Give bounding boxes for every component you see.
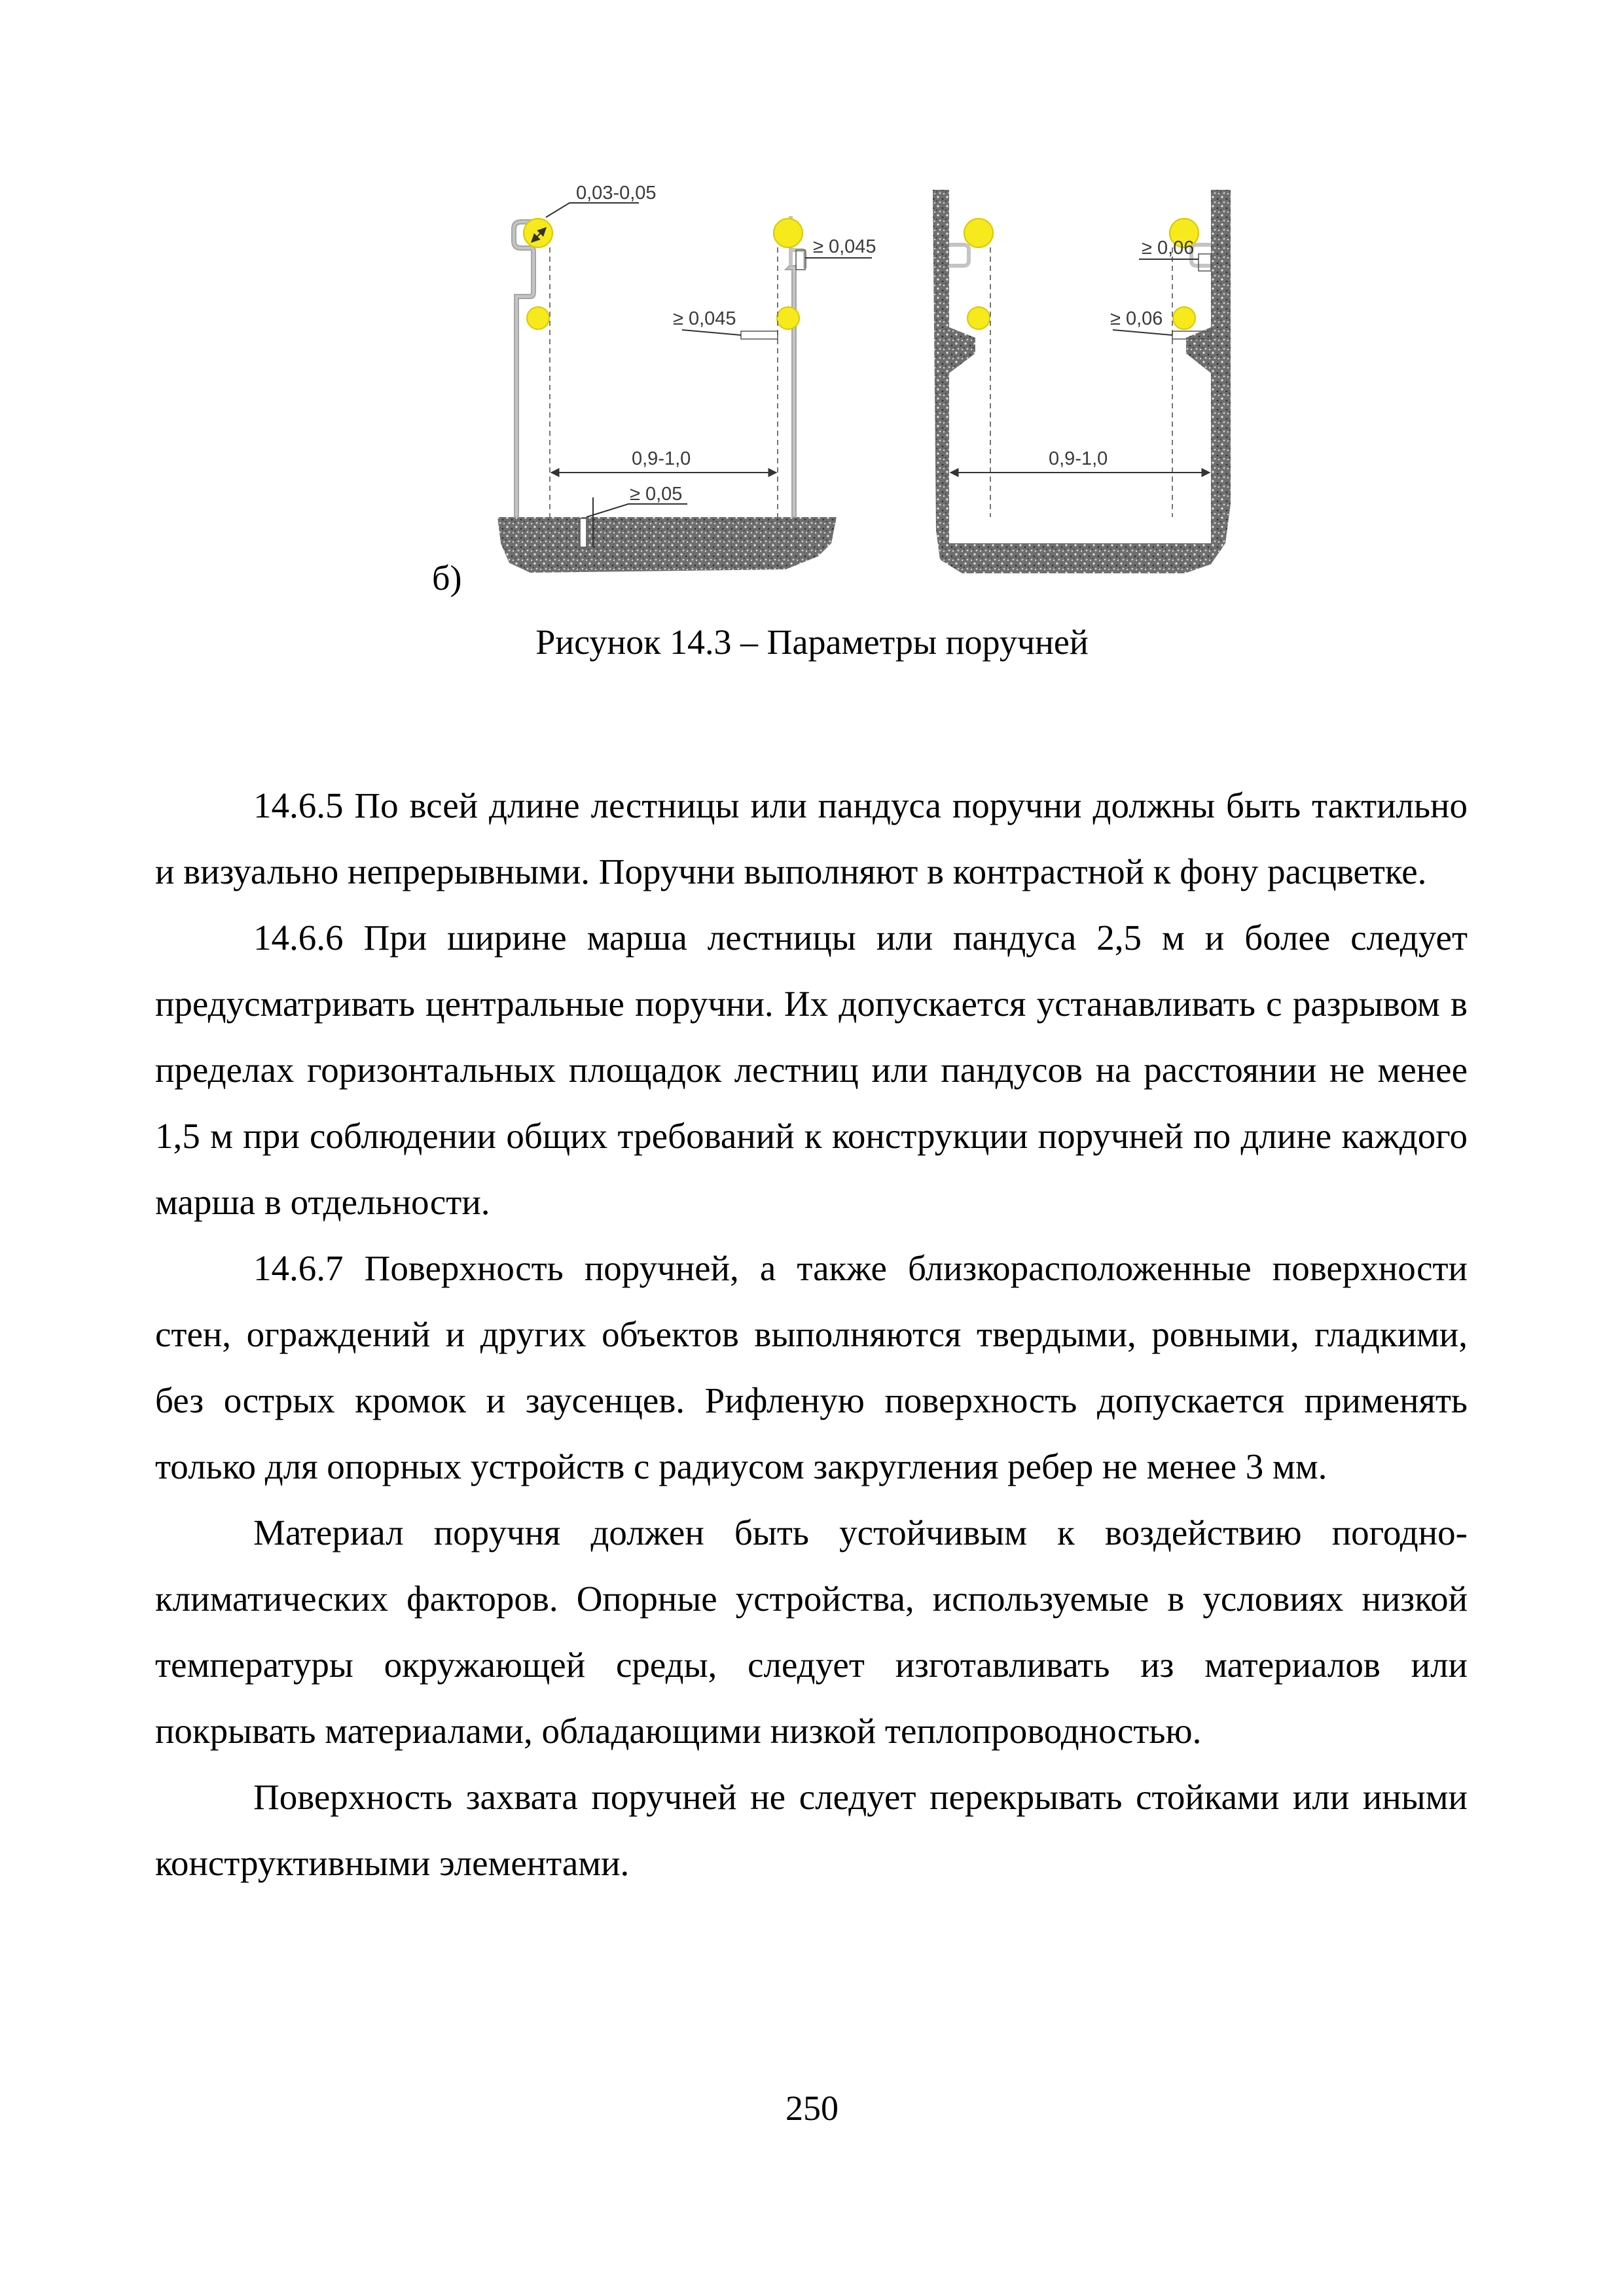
right-handrail-mid-right	[1173, 307, 1195, 329]
right-bracket-left	[949, 245, 969, 266]
left-handrail-top-right	[774, 219, 803, 247]
right-offset-leader-bottom	[1113, 330, 1172, 335]
paragraph-14-6-6: 14.6.6 При ширине марша лестницы или пандуса 2,5 м и более следует предусматривать центральные поручни. Их допускается устанавливать с разрывом в пределах горизонтальных площадок лестниц или пандусов на расстоянии не менее 1,5 м при соблюдении общих требований к конструкции поручней по длине каждого марша в отдельности.	[155, 918, 1468, 1222]
left-handrail-top-left	[524, 219, 552, 247]
left-handrail-mid-left	[527, 307, 549, 329]
handrail-diagram	[478, 177, 1309, 602]
paragraph-material: Материал поручня должен быть устойчивым к воздействию погодно-климатических факторов. Опорные устройства, используемые в условиях низкой температуры окружающей среды, следует изготавливать из материалов или покрывать материалами, обладающими низкой теплопроводностью.	[155, 1513, 1468, 1751]
paragraph-grip-surface: Поверхность захвата поручней не следует перекрывать стойками или иными конструктивными элементами.	[155, 1777, 1468, 1883]
left-floor-box	[580, 518, 586, 547]
left-top-label: 0,03-0,05	[576, 183, 657, 204]
left-offset-box-left	[741, 331, 778, 339]
right-diagram	[933, 190, 1231, 573]
left-post-left	[512, 220, 538, 517]
page-number: 250	[785, 2089, 839, 2128]
left-floor-leader	[586, 504, 687, 517]
right-wall-bevel-left	[949, 327, 975, 373]
left-width-label: 0,9-1,0	[632, 448, 691, 469]
left-offset-left-label: ≥ 0,045	[673, 308, 736, 329]
right-bracket-right	[1191, 245, 1211, 266]
paragraph-14-6-5: 14.6.5 По всей длине лестницы или пандуса поручни должны быть тактильно и визуально непрерывными. Поручни выполняют в контрастной к фону расцветке.	[155, 785, 1468, 891]
right-handrail-top-left	[964, 219, 993, 247]
left-offset-leader-left	[682, 330, 741, 335]
handrail-figure	[478, 177, 1309, 602]
right-wall-bevel-right	[1186, 327, 1211, 373]
left-diagram	[497, 183, 876, 573]
right-width-label: 0,9-1,0	[1049, 448, 1108, 469]
left-offset-right-label: ≥ 0,045	[813, 236, 876, 257]
right-offset-bottom-label: ≥ 0,06	[1110, 308, 1163, 329]
right-offset-box-top	[1199, 254, 1211, 271]
right-offset-top-label: ≥ 0,06	[1142, 238, 1195, 259]
right-handrail-mid-left	[967, 307, 990, 329]
figure-caption: Рисунок 14.3 – Параметры поручней	[535, 622, 1089, 662]
left-handrail-mid-right	[777, 307, 799, 329]
left-floor-label: ≥ 0,05	[630, 484, 683, 505]
left-floor	[497, 517, 837, 573]
left-post-right	[785, 266, 796, 517]
body-text	[155, 772, 1468, 1896]
figure-panel-letter: б)	[432, 558, 462, 598]
paragraph-14-6-7: 14.6.7 Поверхность поручней, а также близкорасположенные поверхности стен, ограждений и других объектов выполняются твердыми, ровными, гладкими, без острых кромок и заусенцев. Рифленую поверхность допускается применять только для опорных устройств с радиусом закругления ребер не менее 3 мм.	[155, 1248, 1468, 1486]
left-top-leader-line	[546, 203, 639, 217]
